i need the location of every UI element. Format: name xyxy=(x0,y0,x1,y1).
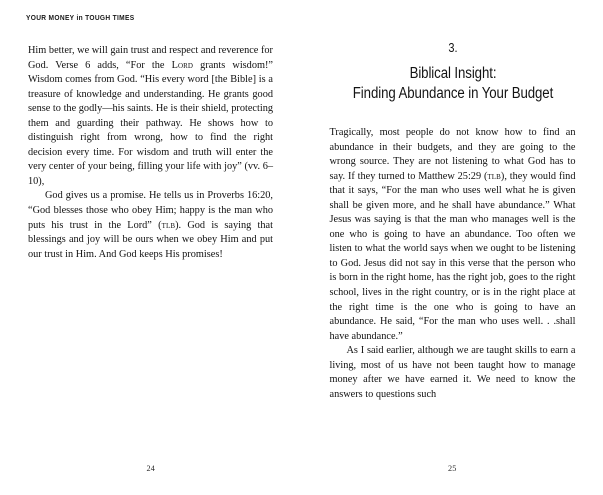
chapter-number: 3. xyxy=(447,41,458,55)
paragraph: Him better, we will gain trust and respect and reverence for God. Verse 6 adds, “For the Lord grants wisdom!” Wisdom comes from God. “His every word [the Bible] is a treasure of knowledge and understanding. He grants good sense to the godly—his saints. He is their shield, protecting them and guarding their pathway. He shows how to distinguish right from wrong, how to find the right decision every time. For wisdom and truth will enter the very center of your being, filling your life with joy” (vv. 6–10), xyxy=(28,45,273,187)
chapter-title-line: Biblical Insight: xyxy=(409,65,496,82)
chapter-opener xyxy=(322,41,584,103)
running-header: YOUR MONEY in TOUGH TIMES xyxy=(26,13,135,22)
paragraph: As I said earlier, although we are taught skills to earn a living, most of us have not been taught how to manage money after we have earned it. We need to know the answers to questions such xyxy=(329,345,576,400)
right-page-body-text xyxy=(330,126,576,402)
paragraph: God gives us a promise. He tells us in Proverbs 16:20, “God blesses those who obey Him; happy is the man who puts his trust in the Lord” (tlb). God is saying that blessings and joy will be ours when we obey Him and put our trust in Him. And God keeps His promises! xyxy=(28,190,273,260)
paragraph: Tragically, most people do not know how to find an abundance in their budgets, and they are going to the wrong source. They are not listening to what God has to say. If they turned to Matthew 25:29 (tlb), they would find that it says, “For the man who uses well what he is given shall be given more, and he shall have abundance.” What Jesus was saying is that the man who manages well is the one who is going to have an abundance. Too often we listen to what the world says when we ought to be listening to God. Jesus did not say in this verse that the person who is born in the right home, has the right job, goes to the right school, lives in the right country, or is in the right place at the right time is the one who is going to have an abundance. He said, “For the man who uses well. . .shall have abundance.” xyxy=(329,127,576,342)
page-number-right: 25 xyxy=(447,464,457,473)
page-right-recto xyxy=(302,0,603,495)
left-page-body-text xyxy=(28,44,273,262)
small-caps-run: Lord xyxy=(171,59,194,71)
page-number-left: 24 xyxy=(146,464,156,473)
small-caps-run: tlb xyxy=(161,219,176,231)
chapter-title-line: Finding Abundance in Your Budget xyxy=(352,84,553,102)
chapter-title xyxy=(322,64,584,103)
small-caps-run: tlb xyxy=(487,170,501,182)
